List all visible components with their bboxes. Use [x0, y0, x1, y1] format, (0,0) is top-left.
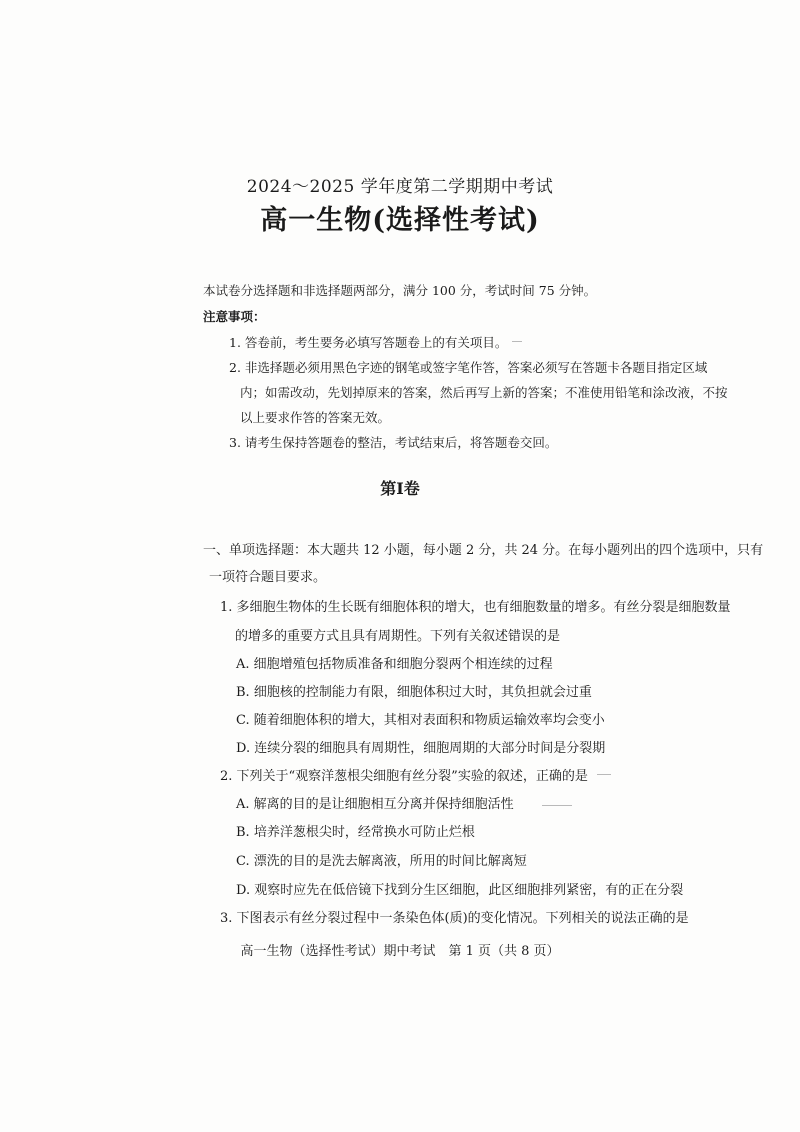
note-line: 以上要求作答的答案无效。 — [240, 410, 391, 425]
option-a: A. 解离的目的是让细胞相互分离并保持细胞活性 — [236, 797, 514, 812]
notes-heading: 注意事项： — [203, 309, 266, 324]
section-description: 一、单项选择题：本大题共 12 小题，每小题 2 分，共 24 分。在每小题列出的四个选项中，只有 — [203, 543, 764, 558]
note-line: 3. 请考生保持答题卷的整洁，考试结束后，将答题卷交回。 — [229, 435, 558, 450]
exam-title: 高一生物(选择性考试) — [260, 205, 540, 236]
section-description: 一项符合题目要求。 — [209, 570, 327, 585]
scan-mark — [542, 805, 572, 806]
note-line: 2. 非选择题必须用黑色字迹的钢笔或签字笔作答，答案必须写在答题卡各题目指定区域 — [229, 360, 708, 375]
option-a: A. 细胞增殖包括物质准备和细胞分裂两个相连续的过程 — [236, 657, 553, 672]
scan-mark — [512, 341, 522, 342]
option-c: C. 漂洗的目的是洗去解离液，所用的时间比解离短 — [236, 854, 527, 869]
note-line: 内；如需改动，先划掉原来的答案，然后再写上新的答案；不准使用铅笔和涂改液，不按 — [240, 385, 728, 400]
question-stem: 1. 多细胞生物体的生长既有细胞体积的增大，也有细胞数量的增多。有丝分裂是细胞数量 — [220, 600, 731, 615]
exam-name: 2024～2025 学年度第二学期期中考试 — [246, 177, 554, 197]
question-stem: 的增多的重要方式且具有周期性。下列有关叙述错误的是 — [235, 629, 561, 644]
option-c: C. 随着细胞体积的增大，其相对表面积和物质运输效率均会变小 — [236, 713, 605, 728]
note-line: 1. 答卷前，考生要务必填写答题卷上的有关项目。 — [229, 335, 508, 350]
option-d: D. 连续分裂的细胞具有周期性，细胞周期的大部分时间是分裂期 — [236, 741, 606, 756]
question-stem: 3. 下图表示有丝分裂过程中一条染色体(质)的变化情况。下列相关的说法正确的是 — [220, 911, 689, 926]
section-mark: 第Ⅰ卷 — [380, 479, 420, 498]
question-stem: 2. 下列关于“观察洋葱根尖细胞有丝分裂”实验的叙述，正确的是 — [220, 769, 588, 784]
option-d: D. 观察时应先在低倍镜下找到分生区细胞，此区细胞排列紧密，有的正在分裂 — [236, 883, 684, 898]
option-b: B. 培养洋葱根尖时，经常换水可防止烂根 — [236, 825, 475, 840]
page-footer: 高一生物（选择性考试）期中考试 第 1 页（共 8 页） — [240, 944, 560, 959]
option-b: B. 细胞核的控制能力有限，细胞体积过大时，其负担就会过重 — [236, 685, 592, 700]
scan-mark — [597, 774, 611, 775]
exam-intro: 本试卷分选择题和非选择题两部分，满分 100 分，考试时间 75 分钟。 — [203, 283, 597, 298]
